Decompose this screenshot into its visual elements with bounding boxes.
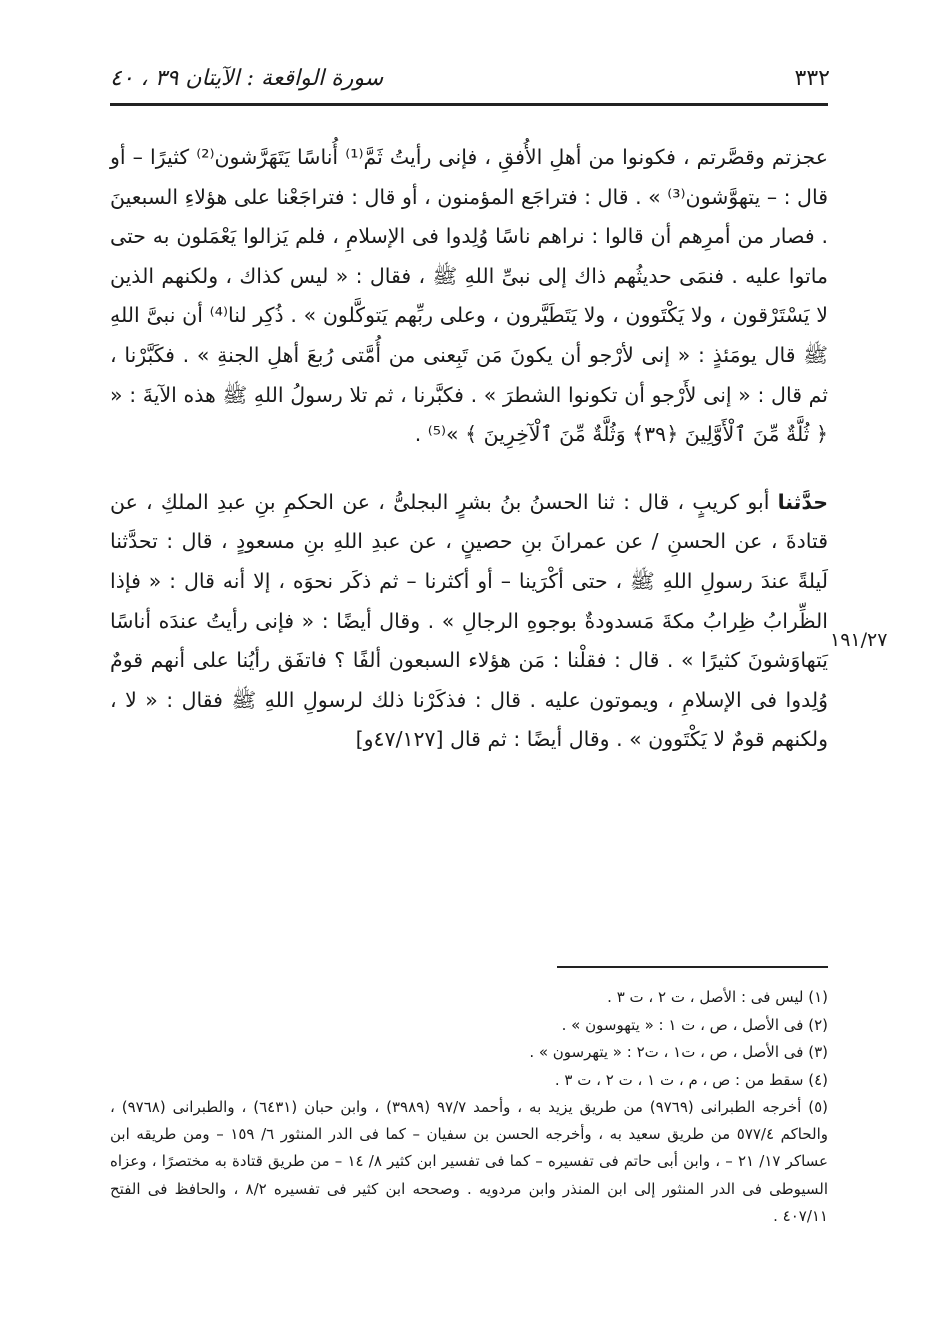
paragraph-2-text: أبو كريبٍ ، قال : ثنا الحسنُ بنُ بشرٍ البجلىُّ ، عن الحكمِ بنِ عبدِ الملكِ ، عن قتادةَ ، عن الحسنِ / عن عمرانَ بنِ حصينٍ ، عن عبدِ اللهِ بنِ مسعودٍ ، قال : تحدَّثنا لَيلةً عندَ رسولِ اللهِ ﷺ ، حتى أكْرَينا – أو أكثرنا – ثم ذكَر نحوَه ، إلا أنه قال : « فإذا الظِّرابُ ظِرابُ مكةَ مَسدودةٌ بوجوهِ الرجالِ » . وقال أيضًا : « فإنى رأيتُ عندَه أناسًا يَتهاوَشونَ كثيرًا » . قال : فقلْنا : مَن هؤلاء السبعون ألفًا ؟ فاتفَق رأيُنا على أنهم قومٌ وُلِدوا فى الإسلامِ ، ويموتون عليه . قال : فذكَرْنا ذلك لرسولِ اللهِ ﷺ فقال : « لا ، ولكنهم قومٌ لا يَكْتَوون » . وقال أيضًا : ثم قال [٤٧/١٢٧و] (110, 489, 828, 752)
header-divider (110, 103, 828, 106)
footnote-5: (٥) أخرجه الطبرانى (٩٧٦٩) من طريق يزيد به ، وأحمد ٩٧/٧ (٣٩٨٩) ، وابن حبان (٦٤٣١) ، والطبرانى (٩٧٦٨) ، والحاكم ٥٧٧/٤ من طريق سعيد به ، وأخرجه الحسن بن سفيان – كما فى الدر المنثور ٦/ ١٥٩ – ومن طريقه ابن عساكر ١٧/ ٢١ – ، وابن أبى حاتم فى تفسيره – كما فى تفسير ابن كثير ٨/ ١٤ – من طريق قتادة به مختصرًا ، وعزاه السيوطى فى الدر المنثور إلى ابن المنذر وابن مردويه . وصححه ابن كثير فى تفسيره ٨/٢ ، والحافظ فى الفتح ٤٠٧/١١ . (110, 1098, 829, 1225)
footnote-3: (٣) فى الأصل ، ص ، ت١ ، ت٢ : « يتهرسون » . (529, 1043, 828, 1061)
paragraph-2 (110, 483, 828, 760)
footnotes (110, 984, 828, 1230)
page-header (110, 58, 830, 98)
page-number: ٣٣٢ (794, 65, 830, 91)
running-title: سورة الواقعة : الآيتان ٣٩ ، ٤٠ (110, 65, 384, 91)
paragraph-1: عجزتم وقصَّرتم ، فكونوا من أهلِ الأُفقِ ، فإنى رأيتُ ثَمَّ⁽¹⁾ أُناسًا يَتَهَرَّشون⁽²⁾ كثيرًا – أو قال : – يتهوَّشون⁽³⁾ » . قال : فتراجَع المؤمنون ، أو قال : فتراجَعْنا على هؤلاءِ السبعينَ . فصار من أمرِهم أن قالوا : نراهم ناسًا وُلِدوا فى الإسلامِ ، فلم يَزالوا يَعْمَلون به حتى ماتوا عليه . فنمَى حديثُهم ذاك إلى نبىِّ اللهِ ﷺ ، فقال : « ليس كذاك ، ولكنهم الذين لا يَسْتَرْقون ، ولا يَكْتَوون ، ولا يَتَطَيَّرون ، وعلى ربِّهم يَتوكَّلون » . ذُكِر لنا⁽⁴⁾ أن نبىَّ اللهِ ﷺ قال يومَئذٍ : « إنى لأرْجو أن يكونَ مَن تَبِعنى من أُمَّتى رُبعَ أهلِ الجنةِ » . فكَبَّرْنا ، ثم قال : « إنى لأَرْجو أن تكونوا الشطرَ » . فكبَّرنا ، ثم تلا رسولُ اللهِ ﷺ هذه الآيةَ : « ﴿ ثُلَّةٌ مِّنَ ٱلْأَوَّلِينَ ﴿٣٩﴾ وَثُلَّةٌ مِّنَ ٱلْآخِرِينَ ﴾ »⁽⁵⁾ . (110, 145, 828, 447)
margin-reference: ١٩١/٢٧ (830, 629, 888, 651)
main-text (110, 138, 828, 760)
footnote-1: (١) ليس فى : الأصل ، ت ٢ ، ت ٣ . (607, 988, 828, 1006)
paragraph-2-lead: حدَّثنا (777, 489, 828, 514)
footnote-4: (٤) سقط من : ص ، م ، ت ١ ، ت ٢ ، ت ٣ . (554, 1070, 828, 1089)
footnote-divider (557, 966, 828, 968)
footnote-2: (٢) فى الأصل ، ص ، ت ١ : « يتهوسون » . (561, 1015, 828, 1034)
